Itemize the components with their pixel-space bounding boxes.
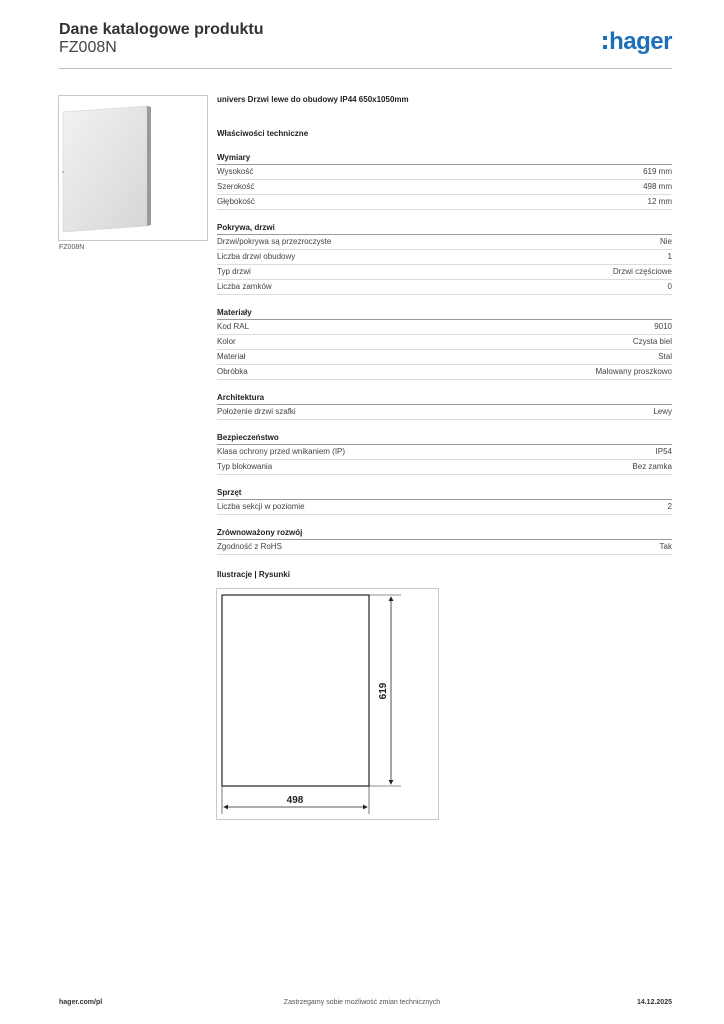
properties-section: [217, 222, 672, 295]
property-label: Kolor: [217, 337, 236, 346]
properties-section: [217, 152, 672, 210]
footer-date: 14.12.2025: [636, 999, 672, 1006]
property-label: Liczba zamków: [217, 282, 272, 291]
property-row: [217, 235, 672, 250]
property-value: Lewy: [653, 407, 672, 416]
section-title: Architektura: [217, 392, 672, 405]
properties-section: [217, 432, 672, 475]
property-row: [217, 405, 672, 420]
header-divider: [59, 68, 672, 69]
property-label: Kod RAL: [217, 322, 250, 331]
property-row: [217, 165, 672, 180]
property-row: [217, 350, 672, 365]
property-label: Wysokość: [217, 167, 254, 176]
property-value: Nie: [659, 237, 672, 246]
logo-text: hager: [609, 28, 672, 55]
height-label: 619: [378, 682, 389, 700]
property-row: [217, 540, 672, 555]
property-value: Stal: [658, 352, 672, 361]
section-title: Zrównoważony rozwój: [217, 527, 672, 540]
thumbnail-caption: FZ008N: [59, 244, 85, 251]
property-label: Materiał: [217, 352, 246, 361]
property-row: [217, 460, 672, 475]
property-value: Malowany proszkowo: [595, 367, 672, 376]
property-label: Położenie drzwi szafki: [217, 407, 296, 416]
properties-section: [217, 487, 672, 515]
property-value: 9010: [654, 322, 672, 331]
property-row: [217, 500, 672, 515]
property-label: Zgodność z RoHS: [217, 542, 282, 551]
product-code: FZ008N: [59, 39, 117, 56]
door-outline: [222, 595, 369, 786]
property-label: Liczba sekcji w poziomie: [217, 502, 305, 511]
property-row: [217, 180, 672, 195]
illustrations-heading: Ilustracje | Rysunki: [217, 570, 290, 579]
section-title: Wymiary: [217, 152, 672, 165]
footer-website-link[interactable]: hager.com/pl: [59, 999, 103, 1006]
logo-dots-icon: [603, 36, 607, 49]
property-row: [217, 335, 672, 350]
property-value: Czysta biel: [632, 337, 672, 346]
property-value: 12 mm: [647, 197, 672, 206]
page-title: Dane katalogowe produktu: [59, 21, 264, 38]
property-row: [217, 195, 672, 210]
product-description: univers Drzwi lewe do obudowy IP44 650x1050mm: [217, 95, 409, 104]
property-label: Typ blokowania: [217, 462, 273, 471]
section-title: Sprzęt: [217, 487, 672, 500]
property-row: [217, 445, 672, 460]
section-title: Materiały: [217, 307, 672, 320]
properties-sections: [217, 152, 672, 555]
dimension-drawing: [216, 588, 439, 820]
property-row: [217, 280, 672, 295]
door-panel-image: [59, 96, 207, 240]
property-label: Obróbka: [217, 367, 248, 376]
technical-properties-heading: Właściwości techniczne: [217, 129, 309, 138]
property-value: 0: [667, 282, 672, 291]
section-title: Pokrywa, drzwi: [217, 222, 672, 235]
product-details: [217, 95, 672, 555]
property-label: Szerokość: [217, 182, 255, 191]
property-row: [217, 320, 672, 335]
width-label: 498: [286, 795, 304, 806]
property-value: Bez zamka: [632, 462, 672, 471]
property-value: IP54: [655, 447, 672, 456]
property-value: 619 mm: [643, 167, 672, 176]
property-label: Głębokość: [217, 197, 255, 206]
property-value: Tak: [659, 542, 672, 551]
property-row: [217, 250, 672, 265]
properties-section: [217, 307, 672, 380]
property-row: [217, 365, 672, 380]
property-value: 2: [667, 502, 672, 511]
property-label: Liczba drzwi obudowy: [217, 252, 296, 261]
property-label: Klasa ochrony przed wnikaniem (IP): [217, 447, 346, 456]
property-row: [217, 265, 672, 280]
properties-section: [217, 527, 672, 555]
property-value: Drzwi częściowe: [612, 267, 672, 276]
product-thumbnail: [58, 95, 208, 241]
properties-section: [217, 392, 672, 420]
hager-logo: [603, 28, 672, 56]
footer-disclaimer: Zastrzegamy sobie możliwość zmian technicznych: [283, 999, 441, 1006]
property-label: Typ drzwi: [217, 267, 251, 276]
property-value: 1: [667, 252, 672, 261]
section-title: Bezpieczeństwo: [217, 432, 672, 445]
property-value: 498 mm: [643, 182, 672, 191]
property-label: Drzwi/pokrywa są przezroczyste: [217, 237, 332, 246]
